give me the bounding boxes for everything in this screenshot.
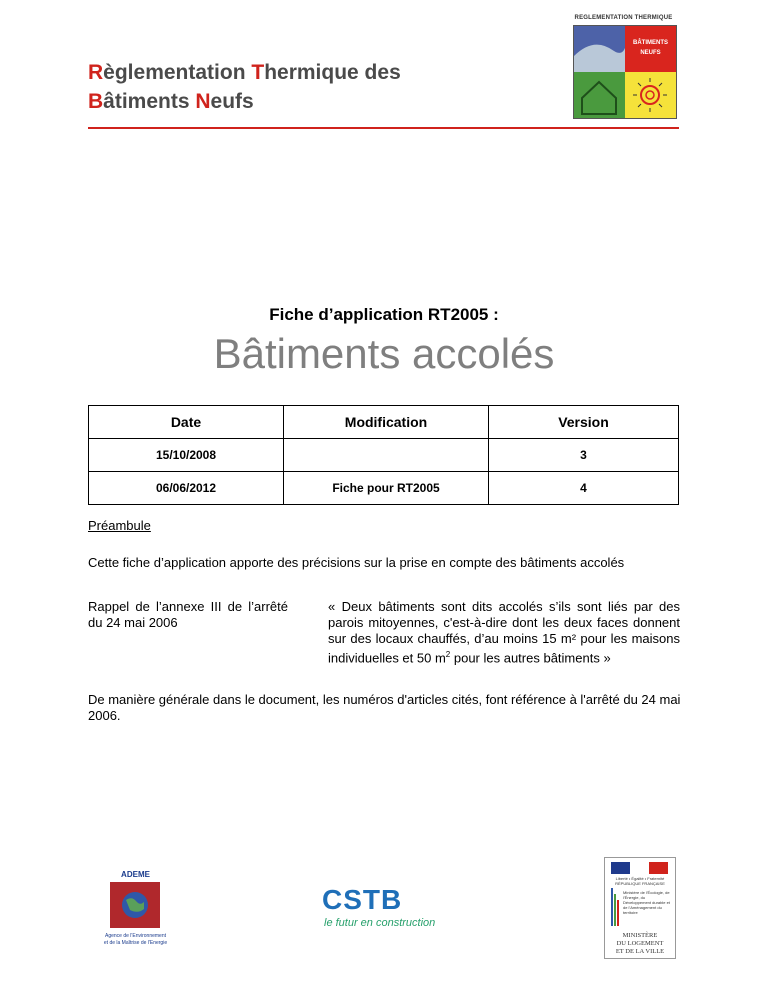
ministere-small-text: Ministère de l'Écologie, de l'Énergie, du Développement durable et de l'Aménagement du territoire (623, 890, 670, 915)
rt-tile-line2: NEUFS (640, 50, 661, 56)
cell-date: 15/10/2008 (89, 439, 284, 472)
fiche-label: Fiche d’application RT2005 : (269, 305, 499, 324)
cell-modification (284, 439, 489, 472)
ademe-label: ADEME (121, 870, 150, 879)
history-table (88, 405, 679, 505)
document-title (88, 58, 401, 116)
general-note: De manière générale dans le document, les numéros d'articles cités, font référence à l'arrêté du 24 mai 2006. (88, 692, 681, 723)
rt-logo-caption: REGLEMENTATION THERMIQUE (574, 15, 673, 21)
header-date: Date (89, 406, 284, 439)
definition-quote: « Deux bâtiments sont dits accolés s’ils sont liés par des parois mitoyennes, c'est-à-dire dont les deux faces donnent sur des locaux chauffés, d’au moins 15 m² pour les maisons individuelles et 50 $m^2$ pour les autres bâtiments » (328, 599, 680, 666)
header-divider (88, 127, 679, 129)
header-version: Version (489, 406, 679, 439)
cstb-tagline: le futur en construction (324, 917, 436, 929)
preamble-heading: Préambule (88, 518, 151, 533)
rt-logo (569, 15, 678, 119)
ministere-republic: Liberté • Égalité • Fraternité RÉPUBLIQUE FRANÇAISE (615, 876, 665, 886)
main-title: Bâtiments accolés (213, 330, 555, 377)
ademe-logo (88, 870, 183, 954)
title-letter-r: R (88, 61, 104, 84)
ademe-emblem (110, 882, 160, 928)
cell-version: 3 (489, 439, 679, 472)
rt-logo-graphic (573, 25, 677, 119)
header-modification: Modification (284, 406, 489, 439)
title-line-1: Règlementation Thermique des (88, 61, 401, 84)
preamble-paragraph: Cette fiche d’application apporte des précisions sur la prise en compte des bâtiments accolés (88, 555, 625, 570)
ministere-logo (604, 857, 676, 959)
globe-icon (110, 882, 160, 928)
cstb-logo (322, 884, 442, 932)
rt-tile-line1: BÂTIMENTS (633, 40, 668, 46)
ademe-subtitle: Agence de l'Environnement et de la Maîtrise de l'Energie (103, 933, 168, 946)
rappel-reference: Rappel de l’annexe III de l’arrêté du 24 mai 2006 (88, 599, 288, 630)
cell-modification: Fiche pour RT2005 (284, 472, 489, 505)
table-header-row (89, 406, 679, 439)
cell-date: 06/06/2012 (89, 472, 284, 505)
cstb-name: CSTB (322, 884, 403, 915)
ministere-label: MINISTÈRE DU LOGEMENT ET DE LA VILLE (615, 932, 665, 955)
french-flag-icon (611, 862, 668, 874)
cell-version: 4 (489, 472, 679, 505)
table-row (89, 472, 679, 505)
table-row (89, 439, 679, 472)
ministere-bars-icon (611, 888, 619, 926)
title-line-2: Bâtiments Neufs (88, 90, 254, 113)
